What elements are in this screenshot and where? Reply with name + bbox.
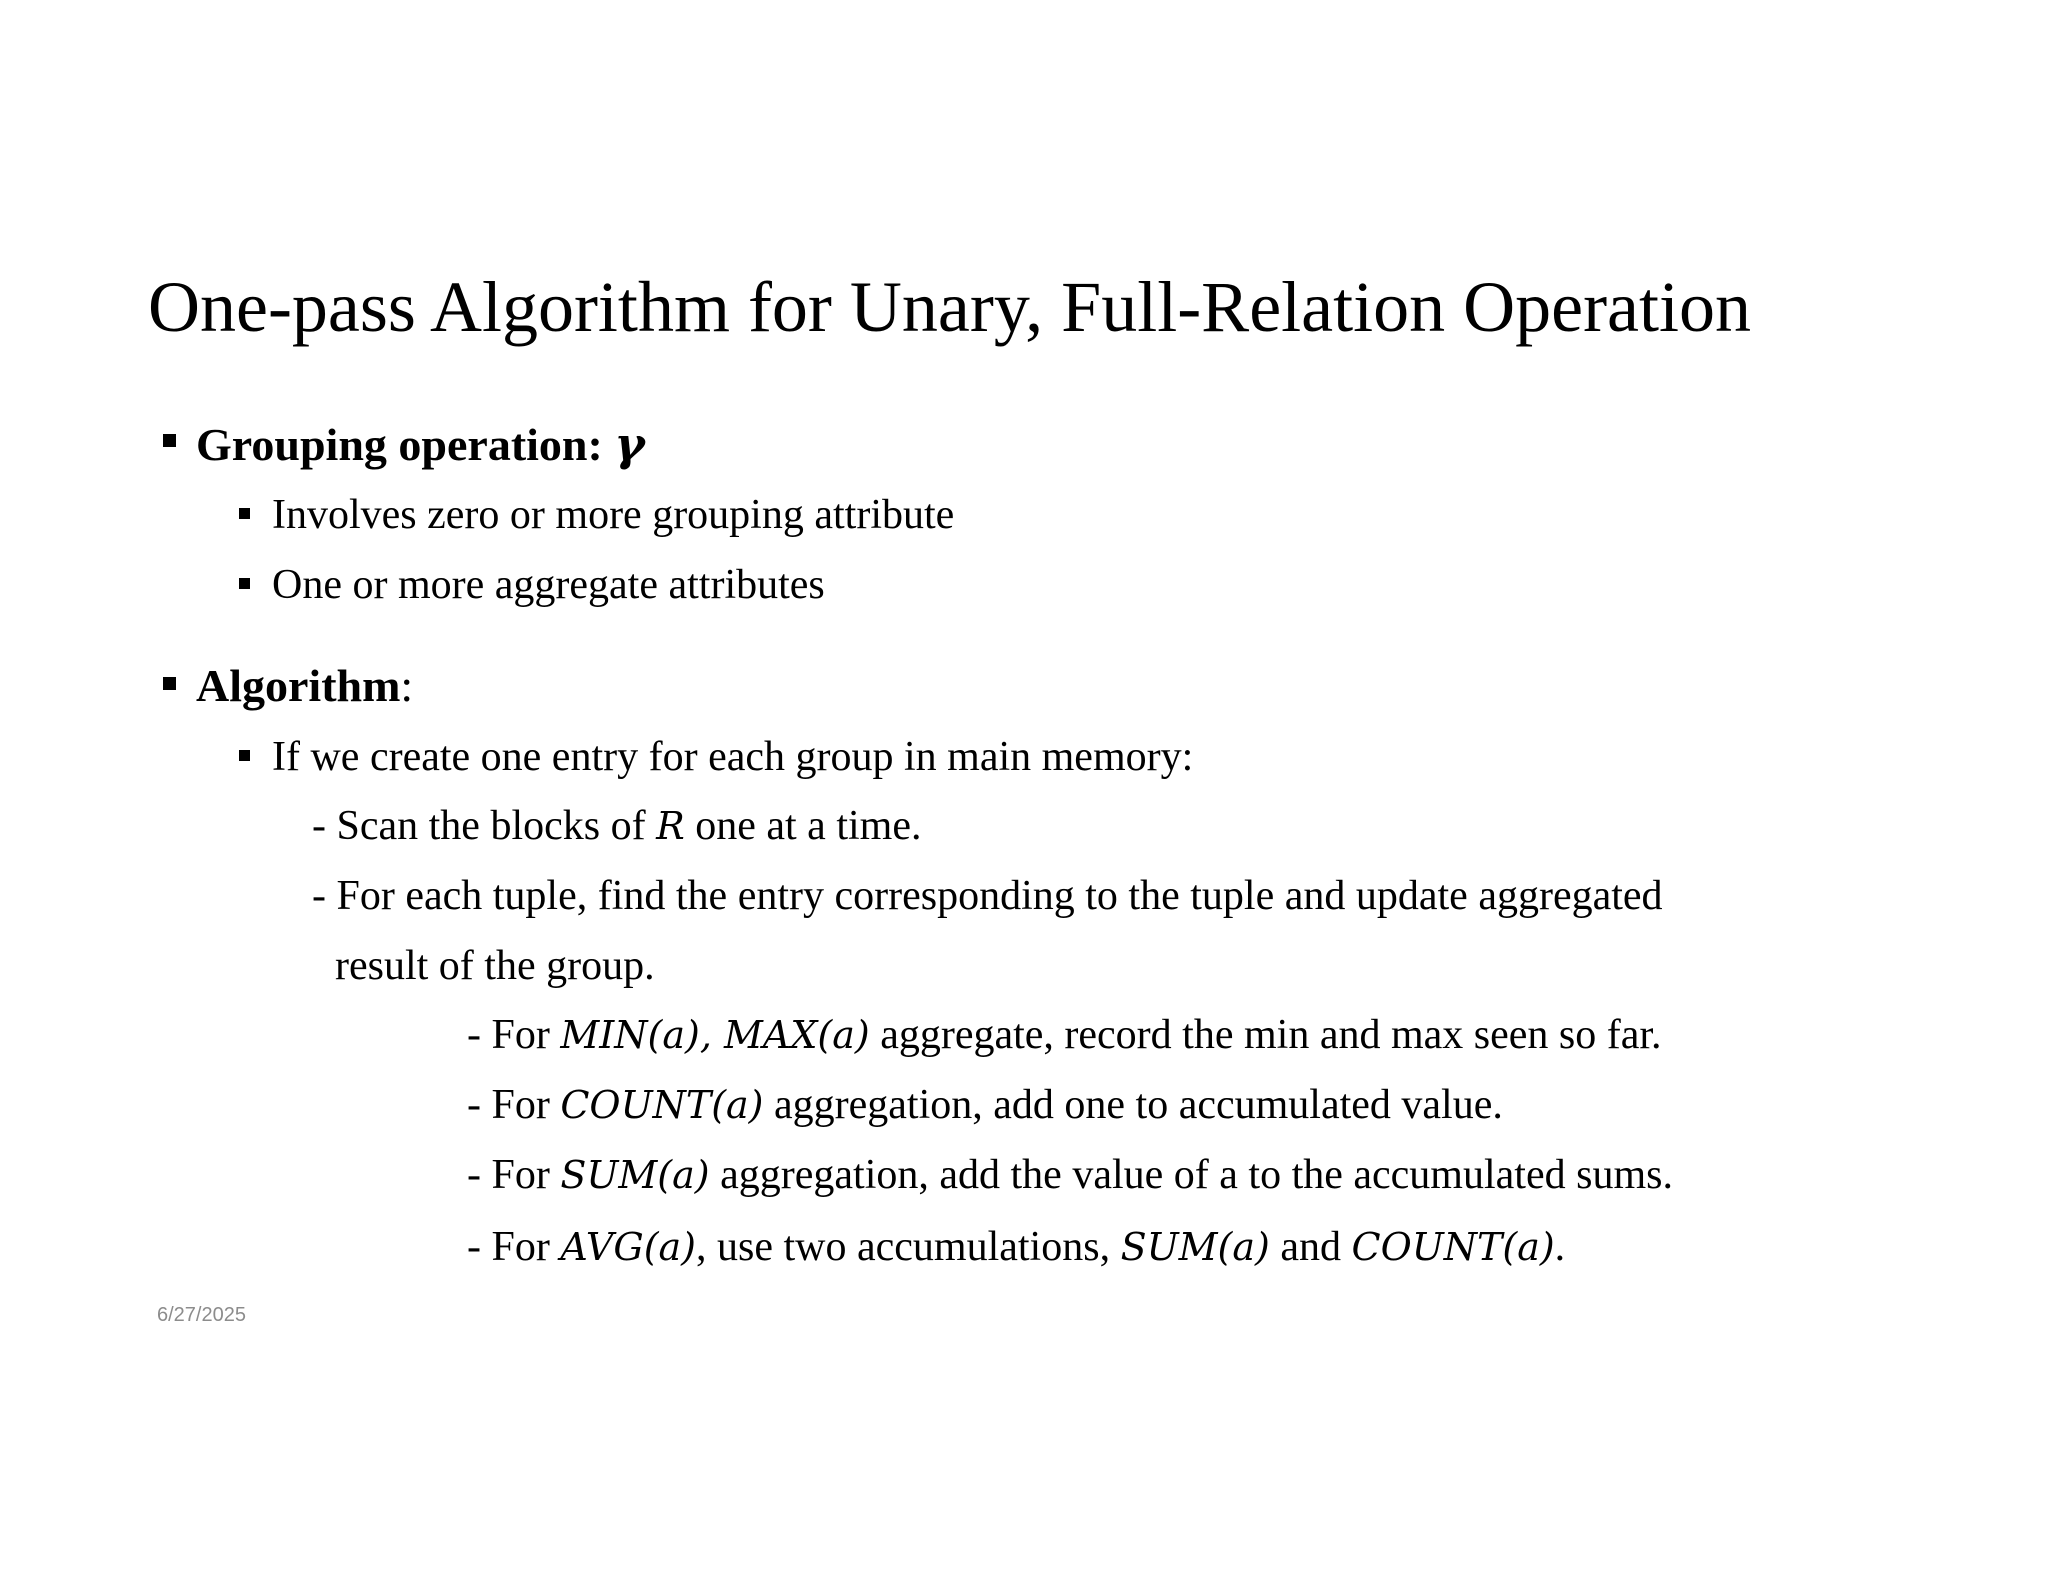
- slide-title: One-pass Algorithm for Unary, Full-Relation Operation: [148, 267, 1752, 347]
- avg-step: - For AVG(a), use two accumulations, SUM(a) and COUNT(a).: [467, 1224, 1566, 1270]
- math-avg: AVG(a): [560, 1225, 696, 1269]
- minmax-step: - For MIN(a), MAX(a) aggregate, record the min and max seen so far.: [467, 1012, 1662, 1058]
- algorithm-label: Algorithm: [196, 660, 401, 711]
- algorithm-sub-item: If we create one entry for each group in main memory:: [272, 734, 1194, 780]
- grouping-sub-item: One or more aggregate attributes: [272, 562, 825, 608]
- count-step: - For COUNT(a) aggregation, add one to accumulated value.: [467, 1082, 1503, 1128]
- algorithm-colon: :: [400, 660, 414, 711]
- each-tuple-step: - For each tuple, find the entry corresponding to the tuple and update aggregated: [312, 873, 1663, 919]
- slide-date: 6/27/2025: [157, 1304, 246, 1326]
- sum-step: - For SUM(a) aggregation, add the value of a to the accumulated sums.: [467, 1152, 1673, 1198]
- each-tuple-step-continued: result of the group.: [335, 943, 655, 989]
- bullet-icon: [239, 578, 250, 589]
- grouping-label: Grouping operation:: [196, 419, 615, 470]
- math-sum: SUM(a): [1120, 1225, 1270, 1269]
- math-count: COUNT(a): [1351, 1225, 1555, 1269]
- math-count: COUNT(a): [560, 1083, 764, 1127]
- bullet-icon: [239, 508, 250, 519]
- math-sum: SUM(a): [560, 1153, 710, 1197]
- math-minmax: MIN(a), MAX(a): [560, 1013, 870, 1057]
- grouping-sub-item: Involves zero or more grouping attribute: [272, 492, 955, 538]
- grouping-heading: [196, 416, 645, 473]
- math-var-r: R: [656, 804, 685, 848]
- gamma-symbol: γ: [614, 417, 645, 471]
- bullet-icon: [163, 677, 176, 690]
- bullet-icon: [163, 434, 176, 447]
- scan-step: - Scan the blocks of R one at a time.: [312, 803, 922, 849]
- bullet-icon: [239, 750, 250, 761]
- algorithm-heading: [196, 658, 413, 714]
